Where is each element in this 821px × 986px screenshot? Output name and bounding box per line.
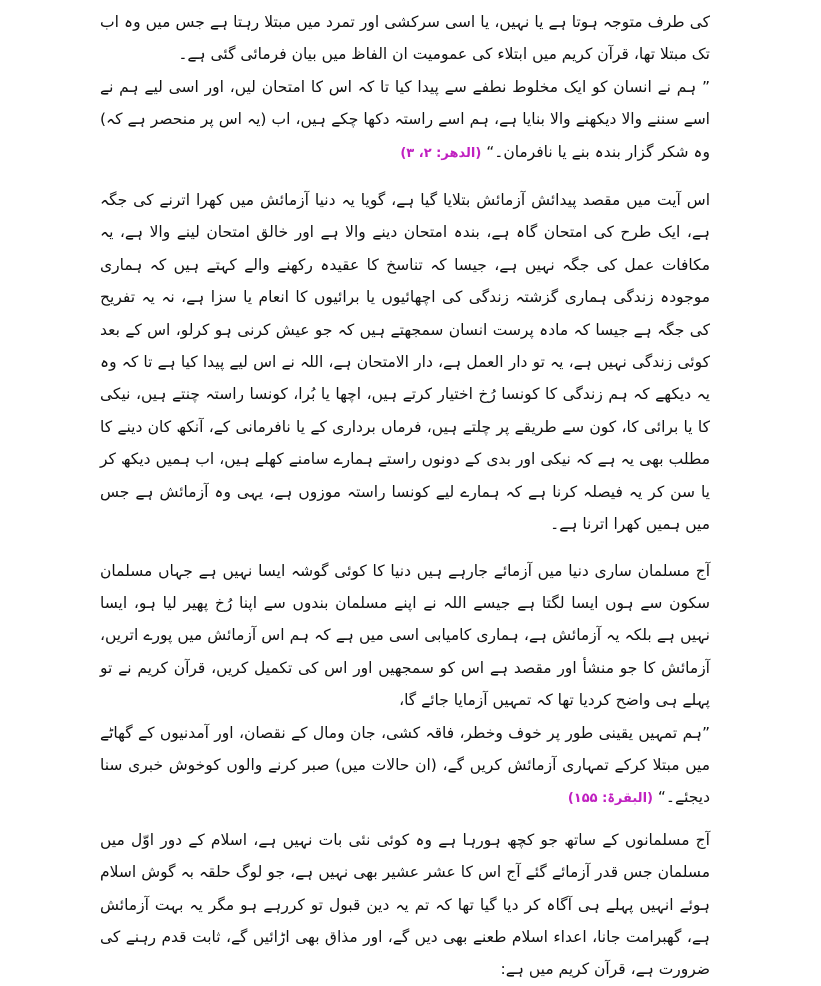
quote-ad-dahr-text: ” ہم نے انسان کو ایک مخلوط نطفے سے پیدا کیا تا کہ اس کا امتحان لیں، اور اسی لیے ہم نے اسے سننے والا دیکھنے والا بنایا ہے، ہم اسے راستہ دکھا چکے ہیں، اب (یہ اس پر منحصر ہے کہ) وہ شکر گزار بندہ بنے یا نافرمان۔“ <box>100 77 710 161</box>
paragraph-purpose-of-creation: اس آیت میں مقصد پیدائش آزمائش بتلایا گیا ہے، گویا یہ دنیا آزمائش میں کھرا اترنے کی جگہ ہے، ایک طرح کی امتحان گاہ ہے، بندہ امتحان دینے والا ہے اور خالق امتحان لینے والا ہے، یہ مکافات عمل کی جگہ نہیں ہے، جیسا کہ تناسخ کا عقیدہ رکھنے والے کہتے ہیں کہ ہماری موجودہ زندگی ہماری گزشتہ زندگی کی اچھائیوں یا برائیوں کا انعام یا سزا ہے، نہ یہ تفریح کی جگہ ہے جیسا کہ مادہ پرست انسان سمجھتے ہیں کہ جو عیش کرنی ہو کرلو، اس کے بعد کوئی زندگی نہیں ہے، یہ تو دار العمل ہے، دار الامتحان ہے، اللہ نے اس لیے پیدا کیا ہے تا کہ وہ یہ دیکھے کہ ہم زندگی کا کونسا رُخ اختیار کرتے ہیں، اچھا یا بُرا، کونسا راستہ چنتے ہیں، نیکی کا یا برائی کا، کون سے طریقے پر چلتے ہیں، فرماں برداری کے یا نافرمانی کے، آنکھ کان دینے کا مطلب بھی یہ ہے کہ نیکی اور بدی کے دونوں راستے ہمارے سامنے کھلے ہیں، اب ہمیں دیکھ کر یا سن کر یہ فیصلہ کرنا ہے کہ ہمارے لیے کونسا راستہ موزوں ہے، یہی وہ آزمائش ہے جس میں ہمیں کھرا اترنا ہے۔ <box>100 191 710 534</box>
paragraph-early-islam: آج مسلمانوں کے ساتھ جو کچھ ہورہا ہے وہ کوئی نئی بات نہیں ہے، اسلام کے دور اوّل میں مسلمان جس قدر آزمائے گئے آج اس کا عشر عشیر بھی نہیں ہے، جو لوگ حلقہ بہ گوش اسلام ہوئے انہیں پہلے ہی آگاہ کر دیا گیا تھا کہ تم یہ دین قبول تو کررہے ہو مگر یہ بہت آزمائش ہے، گھبرامت جانا، اعداء اسلام طعنے بھی دیں گے، اور مذاق بھی اڑائیں گے، ثابت قدم رہنے کی ضرورت ہے، قرآن کریم میں ہے: <box>100 830 710 979</box>
quote-al-baqarah-text: ”ہم تمہیں یقینی طور پر خوف وخطر، فاقہ کشی، جان ومال کے نقصان، اور آمدنیوں کے گھاٹے میں مبتلا کرکے تمہاری آزمائش کریں گے، (ان حالات میں) صبر کرنے والوں کوخوش خبری سنا دیجئے۔“ <box>100 723 710 807</box>
reference-ad-dahr: (الدھر: ۲، ۳) <box>400 145 482 161</box>
reference-al-baqarah: (البقرۃ: ۱۵۵) <box>567 791 653 807</box>
document-page <box>100 6 710 979</box>
paragraph-muslims-today: آج مسلمان ساری دنیا میں آزمائے جارہے ہیں دنیا کا کوئی گوشہ ایسا نہیں ہے جہاں مسلمان سکون سے ہوں ایسا لگتا ہے جیسے اللہ نے اپنے مسلمان بندوں سے اپنا رُخ پھیر لیا ہو، ایسا نہیں ہے بلکہ یہ آزمائش ہے، ہماری کامیابی اسی میں ہے کہ ہم اس آزمائش میں پورے اتریں، آزمائش کا جو منشأ اور مقصد ہے اس کو سمجھیں اور اس کی تکمیل کریں، قرآن کریم نے تو پہلے ہی واضح کردیا تھا کہ تمہیں آزمایا جائے گا، <box>100 561 710 710</box>
paragraph-intro: کی طرف متوجہ ہوتا ہے یا نہیں، یا اسی سرکشی اور تمرد میں مبتلا رہتا ہے جس میں وہ اب تک مبتلا تھا، قرآن کریم میں ابتلاء کی عمومیت ان الفاظ میں بیان فرمائی گئی ہے۔ <box>100 13 710 64</box>
quote-ad-dahr <box>100 71 710 170</box>
quote-al-baqarah <box>100 717 710 816</box>
